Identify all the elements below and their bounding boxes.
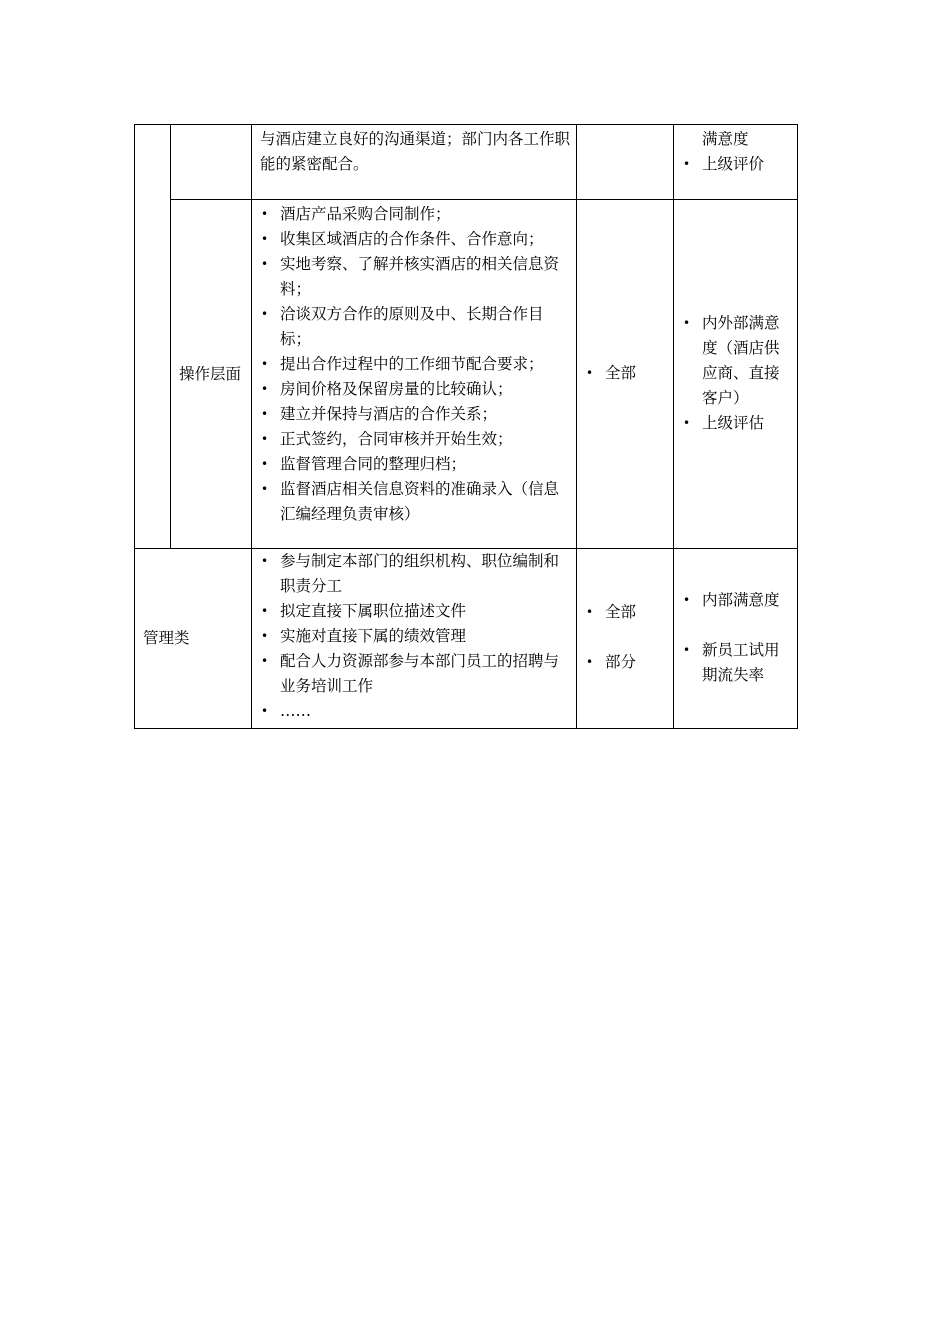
category-cell-empty bbox=[135, 125, 171, 549]
responsibility-table bbox=[134, 124, 798, 729]
metrics-cell bbox=[674, 549, 798, 729]
subcategory-label: 操作层面 bbox=[179, 364, 242, 383]
scope-cell bbox=[577, 200, 674, 549]
duty-list bbox=[260, 549, 570, 724]
list-item: • 实地考察、了解并核实酒店的相关信息资料； bbox=[260, 252, 570, 302]
list-item: • 房间价格及保留房量的比较确认； bbox=[260, 377, 570, 402]
metrics-cell bbox=[674, 125, 798, 200]
content-text: 与酒店建立良好的沟通渠道；部门内各工作职能的紧密配合。 bbox=[260, 130, 571, 173]
list-item: • 上级评价 bbox=[682, 152, 791, 177]
list-item: • 正式签约，合同审核并开始生效； bbox=[260, 427, 570, 452]
category-label: 管理类 bbox=[143, 629, 190, 647]
list-item: • 参与制定本部门的组织机构、职位编制和职责分工 bbox=[260, 549, 570, 599]
list-item: • 拟定直接下属职位描述文件 bbox=[260, 599, 570, 624]
list-item: • 上级评估 bbox=[682, 411, 791, 436]
scope-cell-empty bbox=[577, 125, 674, 200]
list-item: • 酒店产品采购合同制作； bbox=[260, 202, 570, 227]
list-item: • 监督管理合同的整理归档； bbox=[260, 452, 570, 477]
list-item: • 建立并保持与酒店的合作关系； bbox=[260, 402, 570, 427]
duty-list bbox=[260, 202, 570, 527]
table-row bbox=[135, 125, 798, 200]
list-item: • 洽谈双方合作的原则及中、长期合作目标； bbox=[260, 302, 570, 352]
list-item: • 部分 bbox=[585, 650, 667, 675]
list-item: • 提出合作过程中的工作细节配合要求； bbox=[260, 352, 570, 377]
subcategory-cell bbox=[171, 200, 252, 549]
metric-text: 满意度 bbox=[702, 130, 749, 148]
table-row bbox=[135, 200, 798, 549]
table-row bbox=[135, 549, 798, 729]
list-item: • 配合人力资源部参与本部门员工的招聘与业务培训工作 bbox=[260, 649, 570, 699]
list-item: • 实施对直接下属的绩效管理 bbox=[260, 624, 570, 649]
metrics-cell bbox=[674, 200, 798, 549]
scope-cell bbox=[577, 549, 674, 729]
content-cell bbox=[252, 125, 577, 200]
list-item: • 全部 bbox=[585, 361, 667, 386]
category-cell bbox=[135, 549, 252, 729]
list-item: • 监督酒店相关信息资料的准确录入（信息汇编经理负责审核） bbox=[260, 477, 570, 527]
list-item: • …… bbox=[260, 699, 570, 724]
content-cell bbox=[252, 549, 577, 729]
list-item: • 全部 bbox=[585, 600, 667, 625]
list-item: • 内部满意度 bbox=[682, 588, 791, 613]
list-item: • 内外部满意度（酒店供应商、直接客户） bbox=[682, 311, 791, 411]
subcategory-cell-empty bbox=[171, 125, 252, 200]
list-item: • 收集区域酒店的合作条件、合作意向； bbox=[260, 227, 570, 252]
content-cell bbox=[252, 200, 577, 549]
list-item: • 新员工试用期流失率 bbox=[682, 638, 791, 688]
